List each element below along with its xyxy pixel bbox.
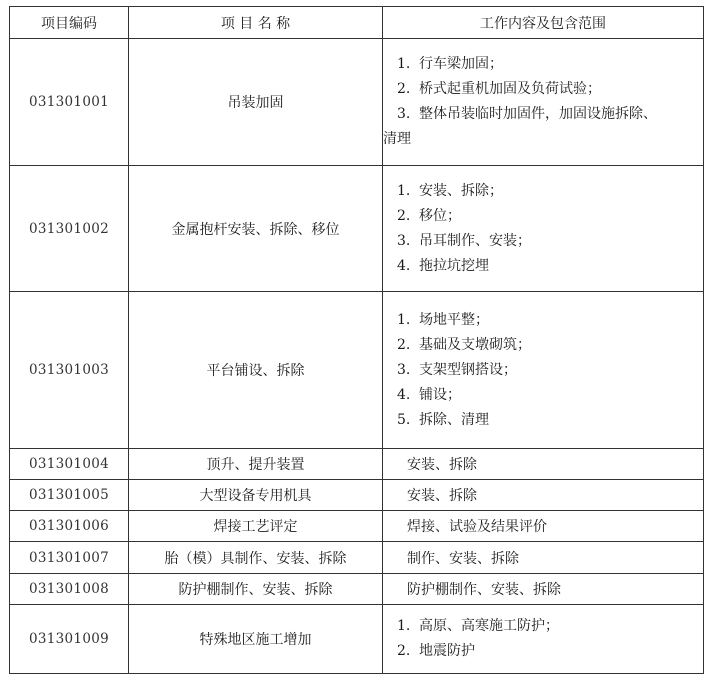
content-line: 3. 吊耳制作、安装； (397, 232, 531, 249)
content-line: 4. 铺设； (397, 386, 461, 403)
content-line: 2. 地震防护 (397, 643, 475, 659)
table-row (10, 511, 704, 542)
content-line: 2. 移位； (397, 207, 461, 224)
item-content: 防护棚制作、安装、拆除 (383, 574, 704, 605)
content-line: 3. 整体吊装临时加固件，加固设施拆除、 清理 (383, 102, 703, 152)
item-content: 安装、拆除 (383, 449, 704, 480)
item-name: 焊接工艺评定 (129, 511, 383, 542)
table-header-row (10, 7, 704, 39)
item-code: 031301005 (10, 480, 129, 511)
table-row (10, 574, 704, 605)
item-code: 031301009 (10, 605, 129, 674)
item-content: 制作、安装、拆除 (383, 542, 704, 574)
content-line: 4. 拖拉坑挖埋 (397, 257, 489, 274)
item-code: 031301008 (10, 574, 129, 605)
item-code: 031301007 (10, 542, 129, 574)
item-name: 防护棚制作、安装、拆除 (129, 574, 383, 605)
content-line: 1. 高原、高寒施工防护； (397, 618, 559, 634)
item-name: 大型设备专用机具 (129, 480, 383, 511)
item-name: 特殊地区施工增加 (129, 605, 383, 674)
table-row (10, 605, 704, 674)
item-content (383, 292, 704, 449)
item-code: 031301001 (10, 39, 129, 166)
item-name: 胎（模）具制作、安装、拆除 (129, 542, 383, 574)
content-line: 1. 行车梁加固； (397, 56, 503, 72)
table-row (10, 542, 704, 574)
content-line-continuation: 清理 (383, 131, 411, 147)
item-content (383, 39, 704, 166)
item-name: 平台铺设、拆除 (129, 292, 383, 449)
item-code: 031301006 (10, 511, 129, 542)
table-row (10, 166, 704, 292)
content-line: 2. 基础及支墩砌筑； (397, 336, 531, 353)
item-content: 焊接、试验及结果评价 (383, 511, 704, 542)
item-code: 031301002 (10, 166, 129, 292)
header-name: 项 目 名 称 (129, 7, 383, 39)
table-row (10, 449, 704, 480)
header-content: 工作内容及包含范围 (383, 7, 704, 39)
content-line: 3. 支架型钢搭设； (397, 361, 517, 378)
content-line: 2. 桥式起重机加固及负荷试验； (397, 81, 601, 97)
content-line: 1. 安装、拆除； (397, 182, 503, 199)
table-row (10, 292, 704, 449)
item-name: 顶升、提升装置 (129, 449, 383, 480)
measures-table (9, 6, 704, 674)
item-name: 金属抱杆安装、拆除、移位 (129, 166, 383, 292)
header-code: 项目编码 (10, 7, 129, 39)
table-row (10, 39, 704, 166)
table-row (10, 480, 704, 511)
item-content (383, 166, 704, 292)
item-name: 吊装加固 (129, 39, 383, 166)
item-code: 031301004 (10, 449, 129, 480)
item-content: 安装、拆除 (383, 480, 704, 511)
content-line: 5. 拆除、清理 (397, 411, 489, 428)
content-line: 1. 场地平整； (397, 311, 489, 328)
item-content (383, 605, 704, 674)
item-code: 031301003 (10, 292, 129, 449)
